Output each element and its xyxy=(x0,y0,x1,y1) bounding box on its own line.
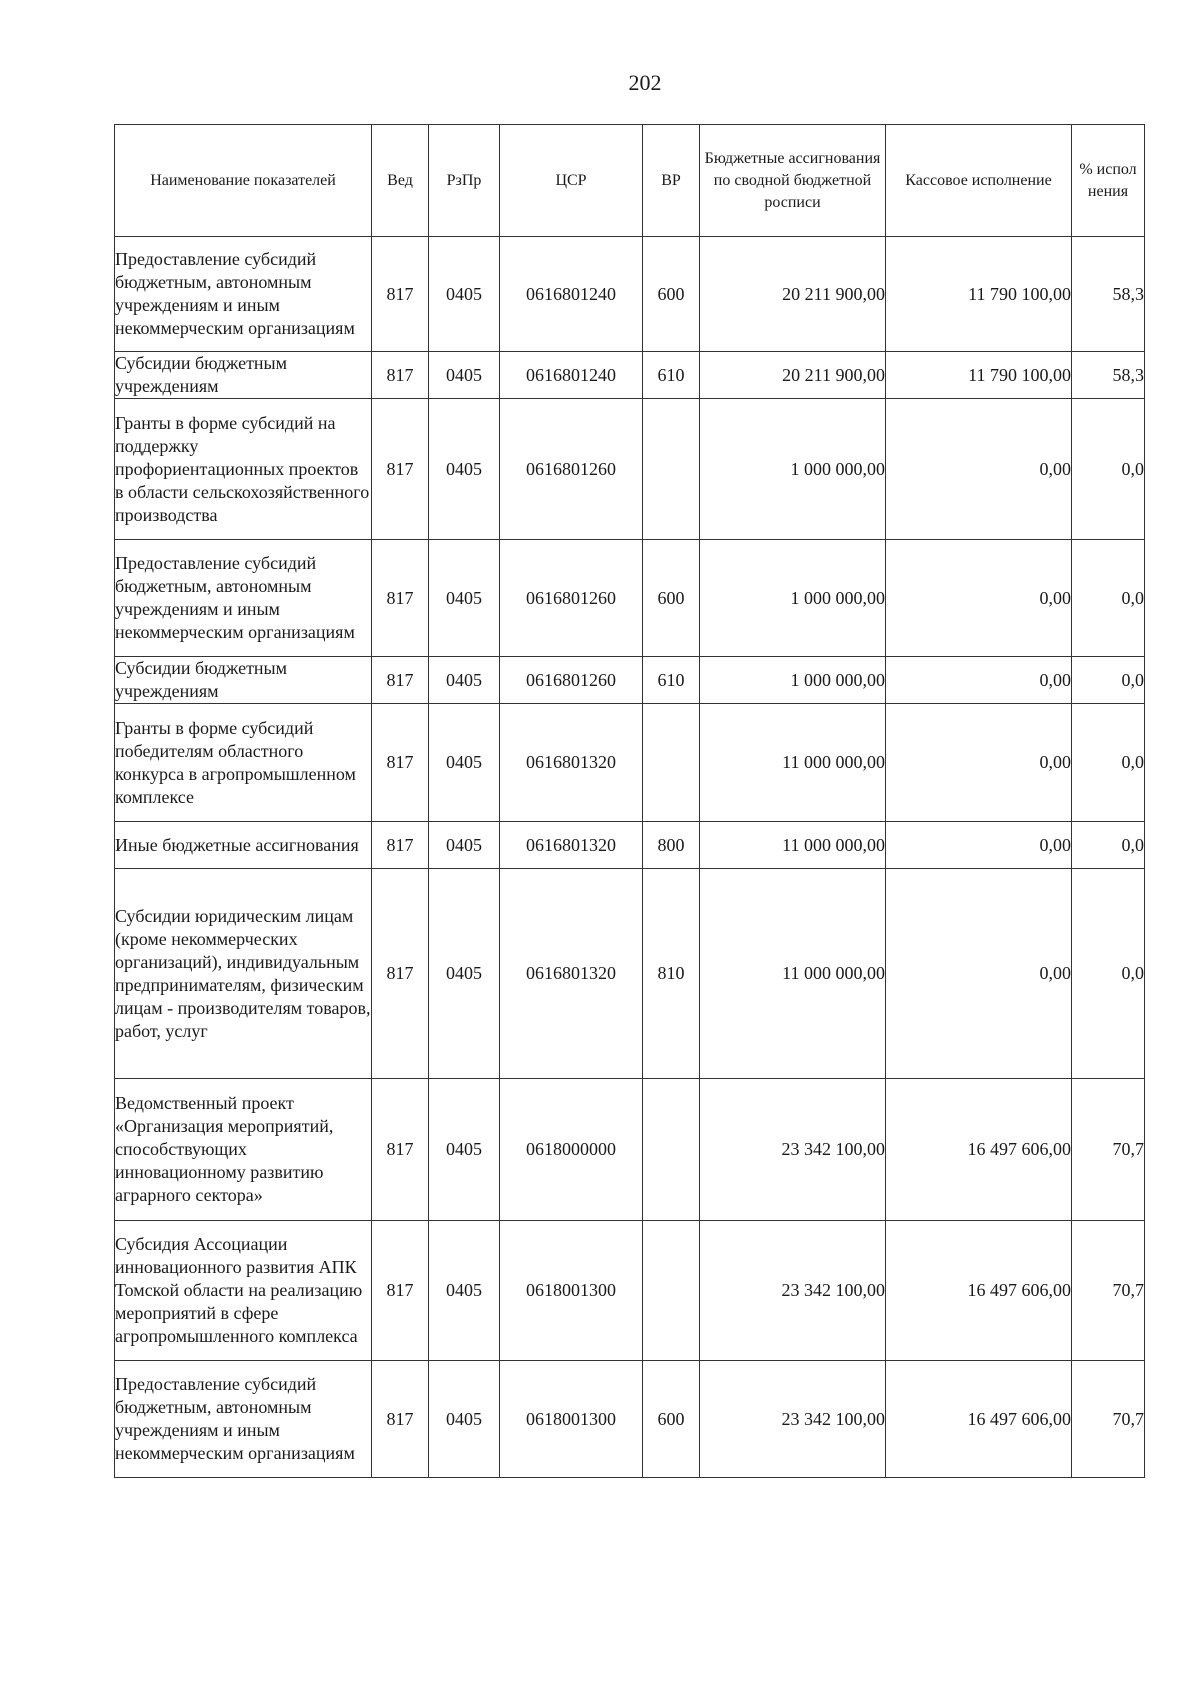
cell-budget: 23 342 100,00 xyxy=(700,1361,886,1478)
cell-name: Гранты в форме субсидий победителям областного конкурса в агропромышленном комплексе xyxy=(115,704,372,822)
cell-ved: 817 xyxy=(372,822,429,869)
cell-ved: 817 xyxy=(372,399,429,540)
cell-ved: 817 xyxy=(372,1079,429,1221)
cell-csr: 0618001300 xyxy=(500,1221,643,1361)
cell-ved: 817 xyxy=(372,869,429,1079)
cell-pct: 0,0 xyxy=(1072,869,1145,1079)
cell-rzpr: 0405 xyxy=(429,1361,500,1478)
cell-budget: 11 000 000,00 xyxy=(700,704,886,822)
cell-budget: 1 000 000,00 xyxy=(700,540,886,657)
cell-vr xyxy=(643,399,700,540)
cell-pct: 70,7 xyxy=(1072,1361,1145,1478)
table-row xyxy=(115,540,1145,657)
cell-name: Предоставление субсидий бюджетным, автономным учреждениям и иным некоммерческим организациям xyxy=(115,540,372,657)
cell-cash: 0,00 xyxy=(886,822,1072,869)
cell-pct: 70,7 xyxy=(1072,1079,1145,1221)
cell-csr: 0616801260 xyxy=(500,540,643,657)
cell-cash: 11 790 100,00 xyxy=(886,352,1072,399)
table-row xyxy=(115,822,1145,869)
header-budget: Бюджетные ассигнования по сводной бюджетной росписи xyxy=(700,125,886,237)
cell-vr: 610 xyxy=(643,657,700,704)
cell-budget: 23 342 100,00 xyxy=(700,1221,886,1361)
cell-ved: 817 xyxy=(372,540,429,657)
budget-execution-table xyxy=(114,124,1145,1478)
cell-name: Субсидии юридическим лицам (кроме некоммерческих организаций), индивидуальным предпринимателям, физическим лицам - производителям товаров, работ, услуг xyxy=(115,869,372,1079)
cell-ved: 817 xyxy=(372,237,429,352)
cell-vr xyxy=(643,704,700,822)
cell-name: Гранты в форме субсидий на поддержку профориентационных проектов в области сельскохозяйственного производства xyxy=(115,399,372,540)
header-name: Наименование показателей xyxy=(115,125,372,237)
cell-vr: 600 xyxy=(643,540,700,657)
table-row xyxy=(115,352,1145,399)
cell-pct: 58,3 xyxy=(1072,352,1145,399)
table-row xyxy=(115,657,1145,704)
cell-rzpr: 0405 xyxy=(429,704,500,822)
cell-cash: 16 497 606,00 xyxy=(886,1361,1072,1478)
cell-cash: 0,00 xyxy=(886,704,1072,822)
cell-csr: 0616801320 xyxy=(500,822,643,869)
cell-name: Субсидии бюджетным учреждениям xyxy=(115,657,372,704)
cell-pct: 0,0 xyxy=(1072,704,1145,822)
header-vr: ВР xyxy=(643,125,700,237)
table-row xyxy=(115,237,1145,352)
cell-ved: 817 xyxy=(372,352,429,399)
cell-budget: 20 211 900,00 xyxy=(700,237,886,352)
cell-vr xyxy=(643,1079,700,1221)
header-ved: Вед xyxy=(372,125,429,237)
cell-csr: 0616801260 xyxy=(500,399,643,540)
cell-rzpr: 0405 xyxy=(429,657,500,704)
cell-name: Предоставление субсидий бюджетным, автономным учреждениям и иным некоммерческим организациям xyxy=(115,1361,372,1478)
table-row xyxy=(115,869,1145,1079)
cell-vr: 810 xyxy=(643,869,700,1079)
cell-rzpr: 0405 xyxy=(429,1221,500,1361)
table-row xyxy=(115,704,1145,822)
cell-csr: 0616801260 xyxy=(500,657,643,704)
cell-vr: 800 xyxy=(643,822,700,869)
cell-rzpr: 0405 xyxy=(429,237,500,352)
cell-vr: 600 xyxy=(643,1361,700,1478)
cell-budget: 11 000 000,00 xyxy=(700,869,886,1079)
cell-cash: 11 790 100,00 xyxy=(886,237,1072,352)
cell-budget: 23 342 100,00 xyxy=(700,1079,886,1221)
cell-name: Иные бюджетные ассигнования xyxy=(115,822,372,869)
cell-rzpr: 0405 xyxy=(429,822,500,869)
cell-ved: 817 xyxy=(372,1221,429,1361)
cell-rzpr: 0405 xyxy=(429,352,500,399)
cell-pct: 0,0 xyxy=(1072,399,1145,540)
table-row xyxy=(115,1079,1145,1221)
cell-cash: 0,00 xyxy=(886,869,1072,1079)
cell-csr: 0616801320 xyxy=(500,704,643,822)
cell-vr xyxy=(643,1221,700,1361)
cell-csr: 0616801240 xyxy=(500,352,643,399)
cell-pct: 0,0 xyxy=(1072,657,1145,704)
cell-vr: 600 xyxy=(643,237,700,352)
cell-ved: 817 xyxy=(372,657,429,704)
cell-budget: 20 211 900,00 xyxy=(700,352,886,399)
table-row xyxy=(115,1361,1145,1478)
cell-vr: 610 xyxy=(643,352,700,399)
cell-cash: 0,00 xyxy=(886,399,1072,540)
cell-budget: 1 000 000,00 xyxy=(700,399,886,540)
cell-pct: 0,0 xyxy=(1072,822,1145,869)
cell-budget: 1 000 000,00 xyxy=(700,657,886,704)
cell-name: Предоставление субсидий бюджетным, автономным учреждениям и иным некоммерческим организациям xyxy=(115,237,372,352)
cell-name: Ведомственный проект «Организация мероприятий, способствующих инновационному развитию аграрного сектора» xyxy=(115,1079,372,1221)
table-header-row xyxy=(115,125,1145,237)
cell-pct: 0,0 xyxy=(1072,540,1145,657)
cell-cash: 16 497 606,00 xyxy=(886,1221,1072,1361)
cell-name: Субсидия Ассоциации инновационного развития АПК Томской области на реализацию мероприятий в сфере агропромышленного комплекса xyxy=(115,1221,372,1361)
cell-name: Субсидии бюджетным учреждениям xyxy=(115,352,372,399)
cell-pct: 70,7 xyxy=(1072,1221,1145,1361)
cell-csr: 0616801320 xyxy=(500,869,643,1079)
cell-rzpr: 0405 xyxy=(429,540,500,657)
cell-csr: 0618001300 xyxy=(500,1361,643,1478)
cell-budget: 11 000 000,00 xyxy=(700,822,886,869)
cell-csr: 0618000000 xyxy=(500,1079,643,1221)
cell-rzpr: 0405 xyxy=(429,869,500,1079)
header-rzpr: РзПр xyxy=(429,125,500,237)
cell-cash: 0,00 xyxy=(886,657,1072,704)
cell-rzpr: 0405 xyxy=(429,1079,500,1221)
cell-ved: 817 xyxy=(372,1361,429,1478)
cell-pct: 58,3 xyxy=(1072,237,1145,352)
page-number: 202 xyxy=(628,70,662,95)
header-csr: ЦСР xyxy=(500,125,643,237)
header-cash: Кассовое исполнение xyxy=(886,125,1072,237)
header-pct: % испол нения xyxy=(1072,125,1145,237)
cell-cash: 0,00 xyxy=(886,540,1072,657)
cell-cash: 16 497 606,00 xyxy=(886,1079,1072,1221)
table-row xyxy=(115,399,1145,540)
cell-ved: 817 xyxy=(372,704,429,822)
cell-rzpr: 0405 xyxy=(429,399,500,540)
table-row xyxy=(115,1221,1145,1361)
cell-csr: 0616801240 xyxy=(500,237,643,352)
